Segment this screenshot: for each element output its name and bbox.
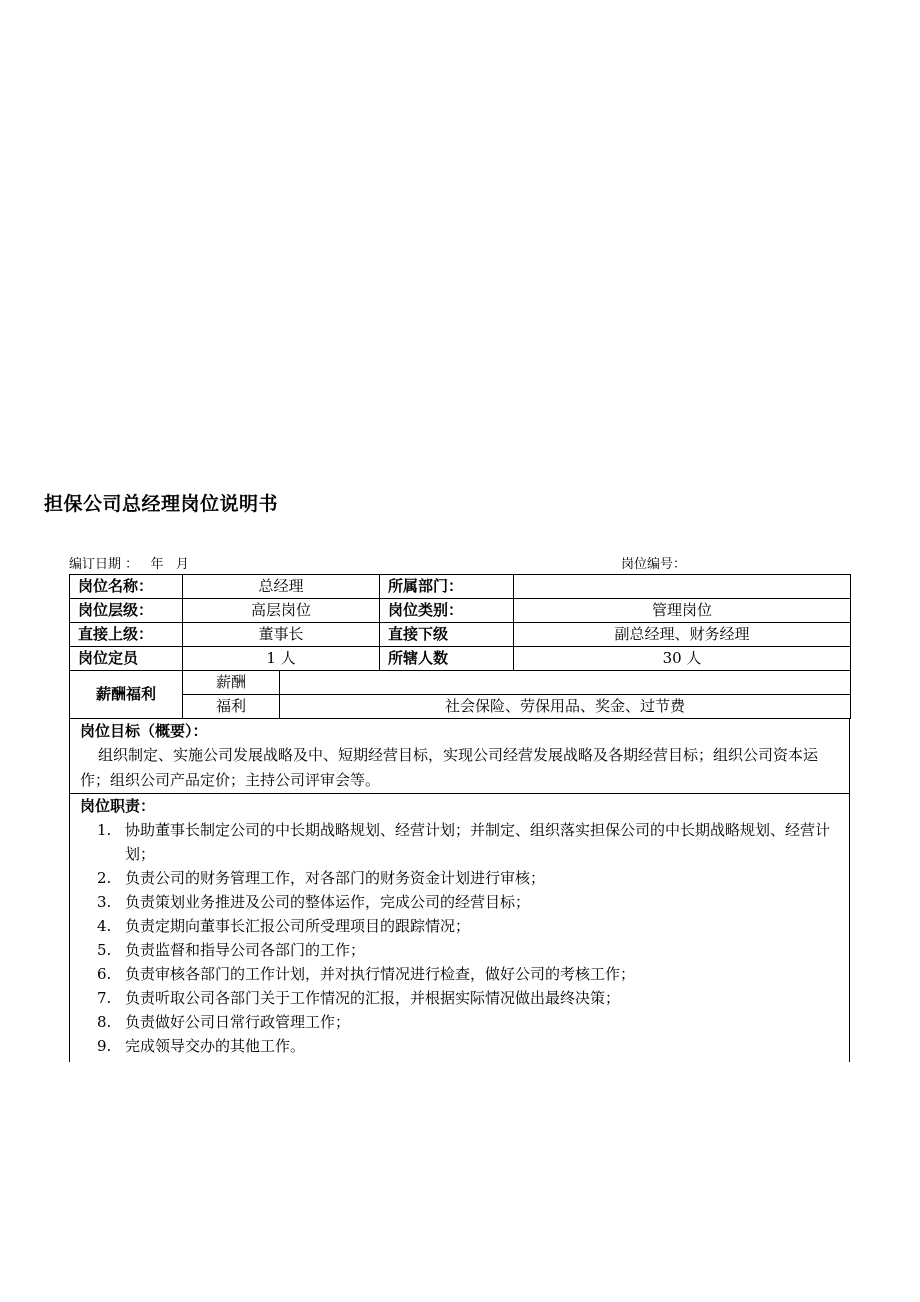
list-item xyxy=(80,866,845,890)
goal-heading: 岗位目标（概要）： xyxy=(80,722,208,740)
duty-number: 3. xyxy=(97,893,112,911)
document-title: 担保公司总经理岗位说明书 xyxy=(44,493,279,515)
table-row xyxy=(70,599,851,623)
goal-text: 组织制定、实施公司发展战略及中、短期经营目标，实现公司经营发展战略及各期经营目标；组织公司资本运作；组织公司产品定价；主持公司评审会等。 xyxy=(80,746,819,789)
list-item xyxy=(80,986,845,1010)
salary-value xyxy=(280,671,851,695)
salary-label: 薪酬 xyxy=(183,671,280,695)
duty-number: 7. xyxy=(97,989,112,1007)
duties-list xyxy=(80,818,845,1058)
welfare-value: 社会保险、劳保用品、奖金、过节费 xyxy=(280,695,851,719)
duty-text: 负责公司的财务管理工作，对各部门的财务资金计划进行审核； xyxy=(125,869,546,887)
duty-number: 4. xyxy=(97,917,112,935)
info-table xyxy=(69,574,851,719)
headcount-label: 岗位定员 xyxy=(70,647,183,671)
duty-text: 完成领导交办的其他工作。 xyxy=(125,1037,306,1055)
superior-label: 直接上级： xyxy=(70,623,183,647)
list-item xyxy=(80,938,845,962)
list-item xyxy=(80,818,845,866)
table-row xyxy=(70,575,851,599)
duty-number: 1. xyxy=(97,821,112,839)
duty-text: 负责策划业务推进及公司的整体运作，完成公司的经营目标； xyxy=(125,893,531,911)
managed-value: 30 人 xyxy=(514,647,851,671)
list-item xyxy=(80,1034,845,1058)
duty-number: 9. xyxy=(97,1037,112,1055)
list-item xyxy=(80,1010,845,1034)
welfare-label: 福利 xyxy=(183,695,280,719)
post-name-label: 岗位名称： xyxy=(70,575,183,599)
post-level-label: 岗位层级： xyxy=(70,599,183,623)
subordinate-value: 副总经理、财务经理 xyxy=(514,623,851,647)
managed-label: 所辖人数 xyxy=(380,647,514,671)
duty-number: 5. xyxy=(97,941,112,959)
duty-text: 负责做好公司日常行政管理工作； xyxy=(125,1013,351,1031)
list-item xyxy=(80,962,845,986)
list-item xyxy=(80,914,845,938)
post-code: 岗位编号： xyxy=(621,557,687,572)
duties-heading: 岗位职责： xyxy=(80,797,156,815)
subordinate-label: 直接下级 xyxy=(380,623,514,647)
goal-section xyxy=(69,719,850,794)
department-value xyxy=(514,575,851,599)
duty-text: 协助董事长制定公司的中长期战略规划、经营计划；并制定、组织落实担保公司的中长期战略规划、经营计划； xyxy=(125,821,831,863)
table-row xyxy=(70,695,851,719)
post-level-value: 高层岗位 xyxy=(183,599,380,623)
post-type-value: 管理岗位 xyxy=(514,599,851,623)
duty-text: 负责听取公司各部门关于工作情况的汇报，并根据实际情况做出最终决策； xyxy=(125,989,621,1007)
post-name-value: 总经理 xyxy=(183,575,380,599)
duty-number: 8. xyxy=(97,1013,112,1031)
department-label: 所属部门： xyxy=(380,575,514,599)
table-row xyxy=(70,623,851,647)
headcount-value: 1 人 xyxy=(183,647,380,671)
job-description-form xyxy=(69,574,850,1062)
revise-date: 编订日期 ： 年 月 xyxy=(69,557,189,572)
compensation-label: 薪酬福利 xyxy=(70,671,183,719)
duty-number: 2. xyxy=(97,869,112,887)
duty-text: 负责定期向董事长汇报公司所受理项目的跟踪情况； xyxy=(125,917,471,935)
duty-number: 6. xyxy=(97,965,112,983)
table-row xyxy=(70,647,851,671)
table-row xyxy=(70,671,851,695)
list-item xyxy=(80,890,845,914)
post-type-label: 岗位类别： xyxy=(380,599,514,623)
duties-section xyxy=(69,794,850,1062)
duty-text: 负责监督和指导公司各部门的工作； xyxy=(125,941,366,959)
duty-text: 负责审核各部门的工作计划，并对执行情况进行检查，做好公司的考核工作； xyxy=(125,965,636,983)
superior-value: 董事长 xyxy=(183,623,380,647)
